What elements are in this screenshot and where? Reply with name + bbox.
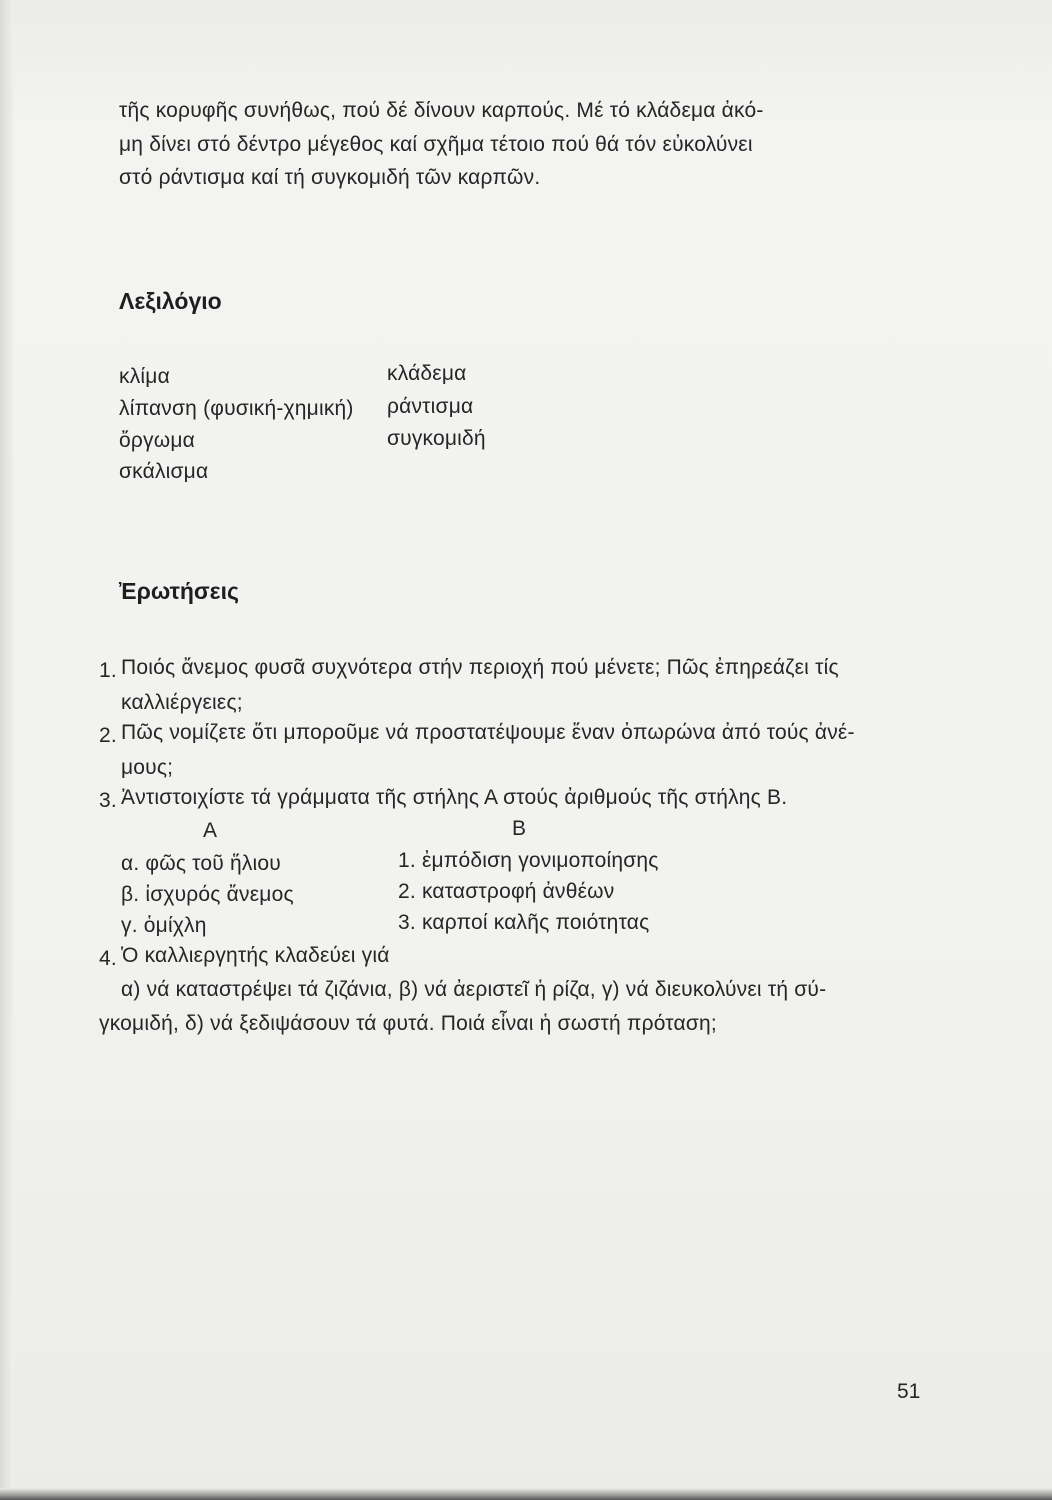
- vocab-left-3: ὄργωμα: [119, 429, 195, 452]
- q3-col-a-header: Α: [203, 819, 218, 842]
- q2-line-1: Πῶς νομίζετε ὅτι μποροῦμε νά προστατέψουμε ἕναν ὀπωρώνα ἀπό τούς ἀνέ-: [121, 721, 855, 744]
- q4-number: 4.: [99, 947, 117, 970]
- page-number: 51: [897, 1380, 921, 1403]
- q3-col-b-header: Β: [512, 817, 527, 840]
- q3-number: 3.: [99, 789, 117, 812]
- vocab-right-1: κλάδεμα: [387, 362, 467, 385]
- vocab-left-4: σκάλισμα: [119, 460, 209, 483]
- vocab-left-2: λίπανση (φυσική-χημική): [119, 397, 354, 420]
- q3-col-b-item-3: 3. καρποί καλῆς ποιότητας: [398, 911, 650, 934]
- q1-number: 1.: [99, 659, 117, 682]
- q3-line-1: Ἀντιστοιχίστε τά γράμματα τῆς στήλης Α στούς ἀριθμούς τῆς στήλης Β.: [121, 786, 788, 809]
- q3-col-a-item-2: β. ἰσχυρός ἄνεμος: [121, 883, 294, 906]
- questions-heading: Ἐρωτήσεις: [119, 578, 239, 604]
- intro-line-1: τῆς κορυφῆς συνήθως, πού δέ δίνουν καρπούς. Μέ τό κλάδεμα ἀκό-: [119, 99, 764, 122]
- intro-line-3: στό ράντισμα καί τή συγκομιδή τῶν καρπῶν.: [119, 166, 541, 189]
- q4-line-2: α) νά καταστρέψει τά ζιζάνια, β) νά ἀεριστεῖ ἡ ρίζα, γ) νά διευκολύνει τή σύ-: [121, 978, 827, 1001]
- q2-line-2: μους;: [121, 756, 174, 779]
- q3-col-a-item-3: γ. ὁμίχλη: [121, 914, 207, 937]
- q4-line-3: γκομιδή, δ) νά ξεδιψάσουν τά φυτά. Ποιά εἶναι ἡ σωστή πρόταση;: [99, 1012, 717, 1035]
- q4-line-1: Ὁ καλλιεργητής κλαδεύει γιά: [121, 944, 390, 967]
- q1-line-2: καλλιέργειες;: [121, 691, 243, 714]
- vocab-left-1: κλίμα: [119, 365, 170, 388]
- q1-line-1: Ποιός ἄνεμος φυσᾶ συχνότερα στήν περιοχή πού μένετε; Πῶς ἐπηρεάζει τίς: [121, 656, 839, 679]
- q2-number: 2.: [99, 724, 117, 747]
- intro-line-2: μη δίνει στό δέντρο μέγεθος καί σχῆμα τέτοιο πού θά τόν εὐκολύνει: [119, 133, 753, 156]
- vocab-right-2: ράντισμα: [387, 395, 474, 418]
- q3-col-b-item-1: 1. ἐμπόδιση γονιμοποίησης: [398, 849, 659, 872]
- q3-col-a-item-1: α. φῶς τοῦ ἥλιου: [121, 852, 281, 875]
- vocab-right-3: συγκομιδή: [387, 427, 486, 450]
- vocabulary-heading: Λεξιλόγιο: [119, 288, 222, 314]
- q3-col-b-item-2: 2. καταστροφή ἀνθέων: [398, 880, 615, 903]
